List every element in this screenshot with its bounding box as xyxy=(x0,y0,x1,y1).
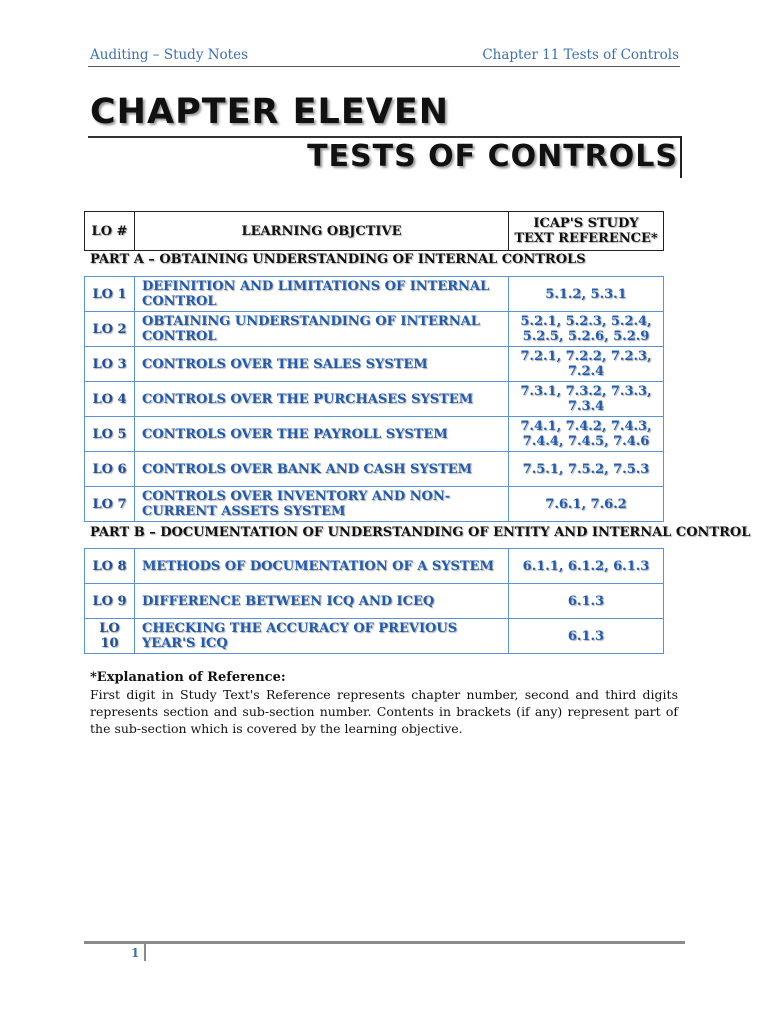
row-reference: 5.2.1, 5.2.3, 5.2.4, 5.2.5, 5.2.6, 5.2.9 xyxy=(509,312,664,347)
row-lo: LO 5 xyxy=(85,417,135,452)
title-accent-bar xyxy=(680,136,682,178)
table-row xyxy=(85,417,664,452)
table-row xyxy=(85,487,664,522)
row-lo: LO 4 xyxy=(85,382,135,417)
row-reference: 7.2.1, 7.2.2, 7.2.3, 7.2.4 xyxy=(509,347,664,382)
part-a-heading: PART A – OBTAINING UNDERSTANDING OF INTERNAL CONTROLS xyxy=(90,252,586,267)
page-number-bar xyxy=(144,944,146,961)
page-number: 1 xyxy=(131,946,140,960)
objectives-header-table xyxy=(84,211,664,251)
title-divider xyxy=(88,136,682,138)
row-reference: 7.6.1, 7.6.2 xyxy=(509,487,664,522)
row-lo: LO 8 xyxy=(85,549,135,584)
header-reference: ICAP'S STUDY TEXT REFERENCE* xyxy=(509,212,664,251)
row-lo: LO 1 xyxy=(85,277,135,312)
table-row xyxy=(85,347,664,382)
row-objective: DEFINITION AND LIMITATIONS OF INTERNAL CONTROL xyxy=(135,277,509,312)
chapter-title: CHAPTER ELEVEN xyxy=(90,92,450,132)
row-objective: METHODS OF DOCUMENTATION OF A SYSTEM xyxy=(135,549,509,584)
row-lo: LO 2 xyxy=(85,312,135,347)
row-objective: CONTROLS OVER BANK AND CASH SYSTEM xyxy=(135,452,509,487)
explanation-title: *Explanation of Reference: xyxy=(90,670,286,685)
row-reference: 6.1.3 xyxy=(509,619,664,654)
row-objective: DIFFERENCE BETWEEN ICQ AND ICEQ xyxy=(135,584,509,619)
table-header-row xyxy=(85,212,664,251)
table-row xyxy=(85,584,664,619)
header-book-title: Auditing – Study Notes xyxy=(90,47,249,63)
row-reference: 6.1.3 xyxy=(509,584,664,619)
row-lo: LO 6 xyxy=(85,452,135,487)
table-row xyxy=(85,382,664,417)
row-objective: CHECKING THE ACCURACY OF PREVIOUS YEAR'S ICQ xyxy=(135,619,509,654)
row-reference: 7.5.1, 7.5.2, 7.5.3 xyxy=(509,452,664,487)
table-row xyxy=(85,277,664,312)
header-lo: LO # xyxy=(85,212,135,251)
row-lo: LO 10 xyxy=(85,619,135,654)
header-chapter-title: Chapter 11 Tests of Controls xyxy=(482,47,679,63)
row-lo: LO 7 xyxy=(85,487,135,522)
part-b-heading: PART B – DOCUMENTATION OF UNDERSTANDING OF ENTITY AND INTERNAL CONTROL xyxy=(90,525,751,540)
row-lo: LO 3 xyxy=(85,347,135,382)
chapter-subtitle: TESTS OF CONTROLS xyxy=(307,139,678,174)
table-row xyxy=(85,549,664,584)
row-objective: CONTROLS OVER THE SALES SYSTEM xyxy=(135,347,509,382)
header-objective: LEARNING OBJCTIVE xyxy=(135,212,509,251)
table-row xyxy=(85,619,664,654)
explanation-text: First digit in Study Text's Reference represents chapter number, second and third digits represents section and sub-section number. Contents in brackets (if any) represent part of the sub-section which is covered by the learning objective. xyxy=(90,687,678,736)
part-b-table xyxy=(84,548,664,654)
row-reference: 5.1.2, 5.3.1 xyxy=(509,277,664,312)
table-row xyxy=(85,452,664,487)
row-lo: LO 9 xyxy=(85,584,135,619)
part-a-table xyxy=(84,276,664,522)
header-divider xyxy=(88,66,680,67)
row-reference: 7.3.1, 7.3.2, 7.3.3, 7.3.4 xyxy=(509,382,664,417)
row-objective: CONTROLS OVER INVENTORY AND NON-CURRENT ASSETS SYSTEM xyxy=(135,487,509,522)
table-row xyxy=(85,312,664,347)
row-reference: 7.4.1, 7.4.2, 7.4.3, 7.4.4, 7.4.5, 7.4.6 xyxy=(509,417,664,452)
row-objective: OBTAINING UNDERSTANDING OF INTERNAL CONTROL xyxy=(135,312,509,347)
row-reference: 6.1.1, 6.1.2, 6.1.3 xyxy=(509,549,664,584)
row-objective: CONTROLS OVER THE PURCHASES SYSTEM xyxy=(135,382,509,417)
footer-divider xyxy=(84,941,685,944)
row-objective: CONTROLS OVER THE PAYROLL SYSTEM xyxy=(135,417,509,452)
